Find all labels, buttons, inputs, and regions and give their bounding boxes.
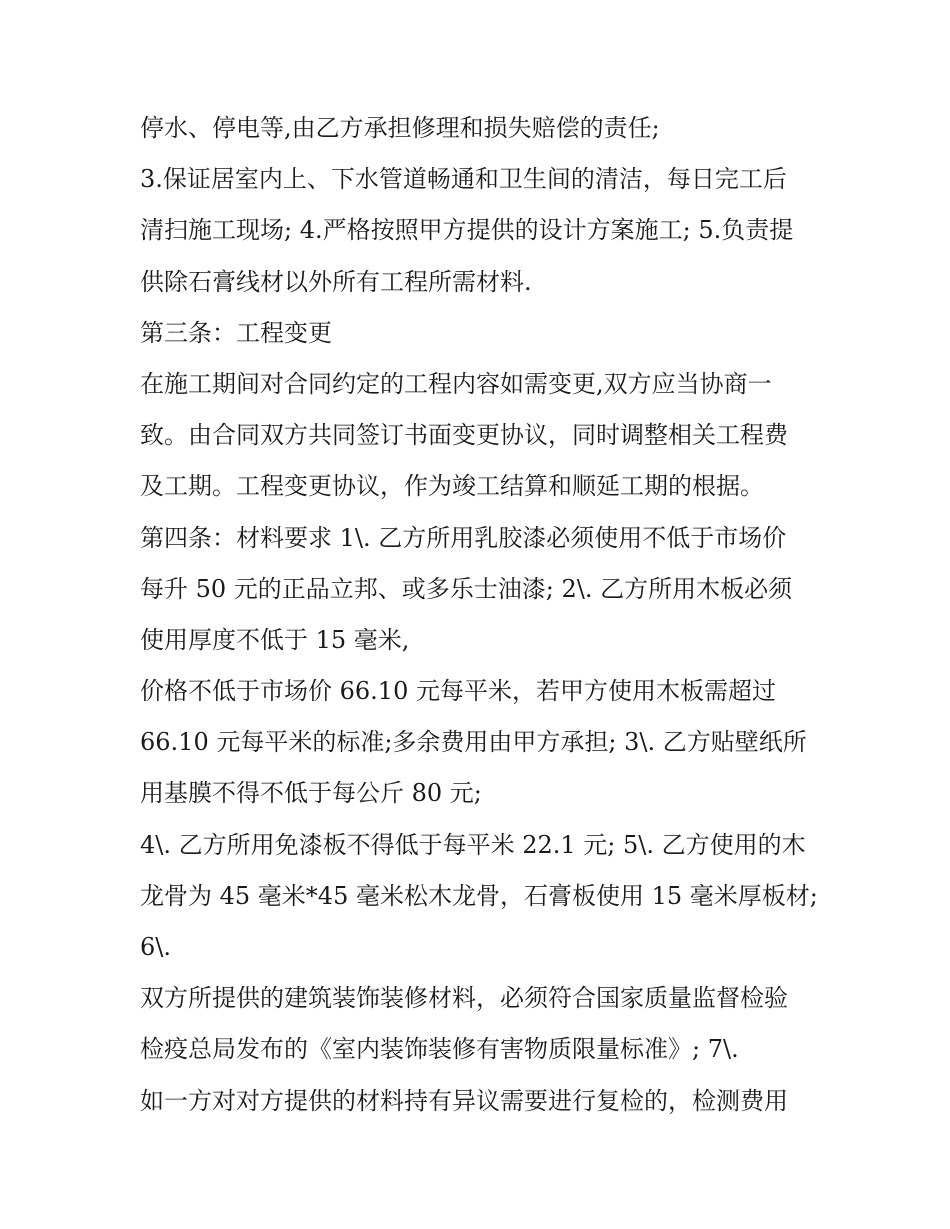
text-line: 价格不低于市场价 66.10 元每平米，若甲方使用木板需超过 xyxy=(140,677,776,706)
text-line: 及工期。工程变更协议，作为竣工结算和顺延工期的根据。 xyxy=(140,472,764,501)
text-line: 6\. xyxy=(140,933,171,961)
text-line: 在施工期间对合同约定的工程内容如需变更,双方应当协商一 xyxy=(140,369,772,398)
text-line: 3.保证居室内上、下水管道畅通和卫生间的清洁，每日完工后 xyxy=(140,165,787,194)
text-line: 龙骨为 45 毫米*45 毫米松木龙骨，石膏板使用 15 毫米厚板材; xyxy=(140,881,818,910)
text-line: 停水、停电等,由乙方承担修理和损失赔偿的责任; xyxy=(140,114,660,142)
contract-text-body xyxy=(140,103,820,1127)
text-line: 如一方对对方提供的材料持有异议需要进行复检的，检测费用 xyxy=(140,1086,788,1115)
text-line: 检疫总局发布的《室内装饰装修有害物质限量标准》; 7\. xyxy=(140,1035,739,1064)
text-line: 清扫施工现场; 4.严格按照甲方提供的设计方案施工; 5.负责提 xyxy=(140,216,794,245)
text-line: 双方所提供的建筑装饰装修材料，必须符合国家质量监督检验 xyxy=(140,984,788,1013)
text-line: 使用厚度不低于 15 毫米, xyxy=(140,625,410,654)
text-line: 供除石膏线材以外所有工程所需材料. xyxy=(140,267,532,296)
text-line: 66.10 元每平米的标准;多余费用由甲方承担; 3\. 乙方贴壁纸所 xyxy=(140,728,807,757)
text-line: 4\. 乙方所用免漆板不得低于每平米 22.1 元; 5\. 乙方使用的木 xyxy=(140,830,806,859)
text-line: 致。由合同双方共同签订书面变更协议，同时调整相关工程费 xyxy=(140,421,788,450)
text-line: 每升 50 元的正品立邦、或多乐士油漆; 2\. 乙方所用木板必须 xyxy=(140,574,793,603)
section-heading-article-3: 第三条：工程变更 xyxy=(140,318,332,347)
section-heading-article-4: 第四条：材料要求 1\. 乙方所用乳胶漆必须使用不低于市场价 xyxy=(140,523,787,552)
text-line: 用基膜不得不低于每公斤 80 元; xyxy=(140,779,482,808)
